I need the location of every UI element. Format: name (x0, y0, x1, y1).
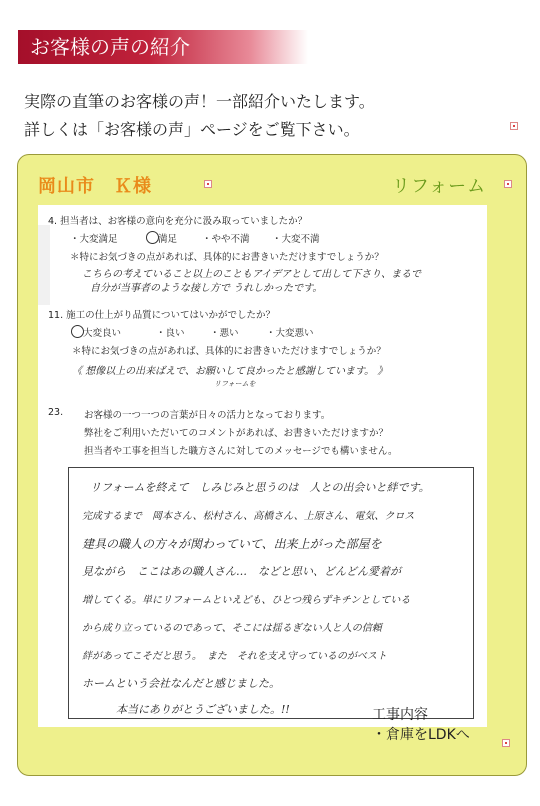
q4-option-4: ・大変不満 (272, 234, 320, 245)
category-label: リフォーム (392, 176, 487, 197)
q4-question: 4. 担当者は、お客様の意向を充分に汲み取っていましたか？ (48, 216, 308, 227)
marker-icon (510, 122, 518, 130)
section-title: お客様の声の紹介 (18, 30, 308, 64)
handwritten-survey-scan (38, 205, 487, 727)
letter-line: 完成するまで 岡本さん、松村さん、高橋さん、上原さん、電気、クロス (82, 511, 415, 522)
q11-annotation: リフォームを (214, 380, 256, 388)
q11-option-1: 大変良い (83, 328, 122, 339)
work-details-title: 工事内容 (372, 707, 428, 723)
q11-option-2: ・良い (156, 328, 185, 339)
letter-line: 絆があってこそだと思う。 また それを支え守っているのがベスト (82, 651, 387, 662)
q11-comment-prompt: ＊特にお気づきの点があれば、具体的にお書きいただけますでしょうか？ (72, 346, 386, 357)
q11-option-3: ・悪い (210, 328, 239, 339)
q11-handwritten: 《 想像以上の出来ばえで、お願いして良かったと感謝しています。 》 (72, 366, 388, 377)
q23-number: 23. (48, 407, 64, 418)
q4-option-2: 満足 (158, 234, 178, 245)
letter-line: 増してくる。単にリフォームといえども、ひとつ残らずキチンとしている (82, 595, 411, 606)
q4-comment-prompt: ＊特にお気づきの点があれば、具体的にお書きいただけますでしょうか？ (70, 252, 384, 263)
q4-option-3: ・やや不満 (202, 234, 250, 245)
customer-name: 岡山市 Ｋ様 (38, 176, 152, 197)
q11-option-4: ・大変悪い (266, 328, 314, 339)
letter-line: から成り立っているのであって、そこには揺るぎない人と人の信頼 (82, 623, 382, 634)
intro-line-1: 実際の直筆のお客様の声！一部紹介いたします。 (24, 92, 375, 111)
letter-line: 本当にありがとうございました。!! (116, 703, 290, 716)
q23-line-2: 弊社をご利用いただいてのコメントがあれば、お書きいただけますか？ (84, 428, 389, 439)
q4-handwritten-1: こちらの考えていること以上のこともアイデアとして出して下さり、まるで (82, 269, 421, 280)
intro-line-2: 詳しくは「お客様の声」ページをご覧下さい。 (24, 120, 360, 139)
q4-handwritten-2: 自分が当事者のような接し方で うれしかったです。 (90, 283, 323, 294)
intro-text (24, 88, 375, 144)
letter-line: 建具の職人の方々が関わっていて、出来上がった部屋を (82, 537, 382, 551)
letter-line: ホームという会社なんだと感じました。 (82, 677, 280, 690)
marker-icon (502, 739, 510, 747)
q23-line-1: お客様の一つ一つの言葉が日々の活力となっております。 (84, 410, 331, 421)
letter-line: 見ながら ここはあの職人さん… などと思い、どんどん愛着が (82, 565, 401, 578)
marker-icon (504, 180, 512, 188)
work-details-item: ・倉庫をLDKへ (372, 727, 470, 743)
q23-line-3: 担当者や工事を担当した職方さんに対してのメッセージでも構いません。 (84, 446, 398, 457)
q11-question: 11. 施工の仕上がり品質についてはいかがでしたか？ (48, 310, 275, 321)
q4-option-1: ・大変満足 (70, 234, 118, 245)
letter-line: リフォームを終えて しみじみと思うのは 人との出会いと絆です。 (90, 481, 430, 494)
marker-icon (204, 180, 212, 188)
